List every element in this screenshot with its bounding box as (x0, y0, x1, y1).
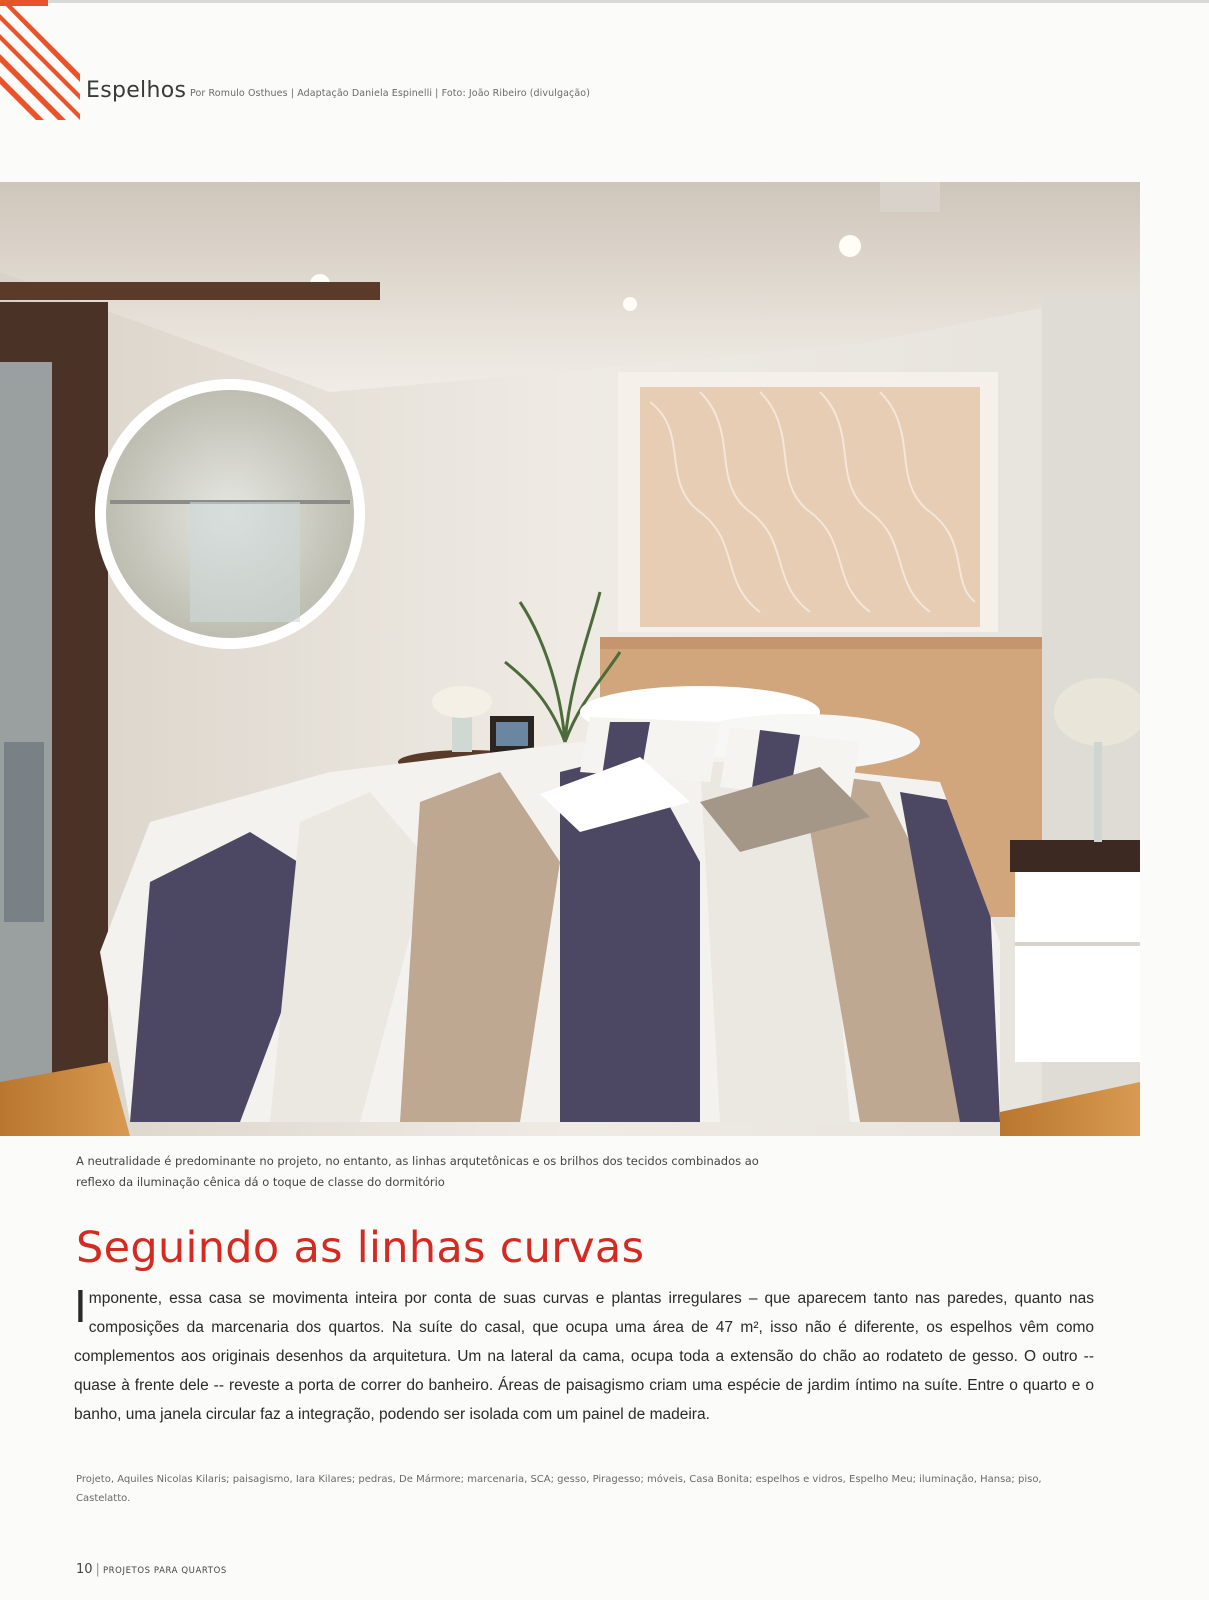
corner-stripes-ornament (0, 0, 80, 120)
article-headline: Seguindo as linhas curvas (76, 1223, 645, 1273)
author-credits: Por Romulo Osthues | Adaptação Daniela Espinelli | Foto: João Ribeiro (divulgação) (190, 88, 591, 99)
magazine-name: PROJETOS PARA QUARTOS (102, 1566, 227, 1576)
drop-cap: I (74, 1280, 87, 1332)
bedroom-photo (0, 182, 1140, 1136)
footer-separator: | (95, 1562, 100, 1577)
photo-caption: A neutralidade é predominante no projeto, no entanto, as linhas arqutetônicas e os brilhos dos tecidos combinados ao reflexo da iluminação cênica dá o toque de classe do dormitório (76, 1154, 759, 1189)
project-credits: Projeto, Aquiles Nicolas Kilaris; paisagismo, Iara Kilares; pedras, De Mármore; marcenaria, SCA; gesso, Piragesso; móveis, Casa Bonita; espelhos e vidros, Espelho Meu; iluminação, Hansa; piso, Castelatto. (76, 1474, 1042, 1504)
article-body-text: mponente, essa casa se movimenta inteira por conta de suas curvas e plantas irregulares – que aparecem tanto nas paredes, quanto nas composições da marcenaria dos quartos. Na suíte do casal, que ocupa uma área de 47 m², isso não é diferente, os espelhos vêm como complementos aos originais desenhos da arquitetura. Um na lateral da cama, ocupa toda a extensão do chão ao rodateto de gesso. O outro -- quase à frente dele -- reveste a porta de correr do banheiro. Áreas de paisagismo criam uma espécie de jardim íntimo na suíte. Entre o quarto e o banho, uma janela circular faz a integração, podendo ser isolada com um painel de madeira. (74, 1290, 1094, 1423)
article-body (74, 1280, 1094, 1429)
page-number: 10 (76, 1562, 93, 1577)
page-footer (76, 1558, 227, 1577)
top-edge (0, 0, 1209, 3)
section-title: Espelhos (86, 78, 187, 103)
